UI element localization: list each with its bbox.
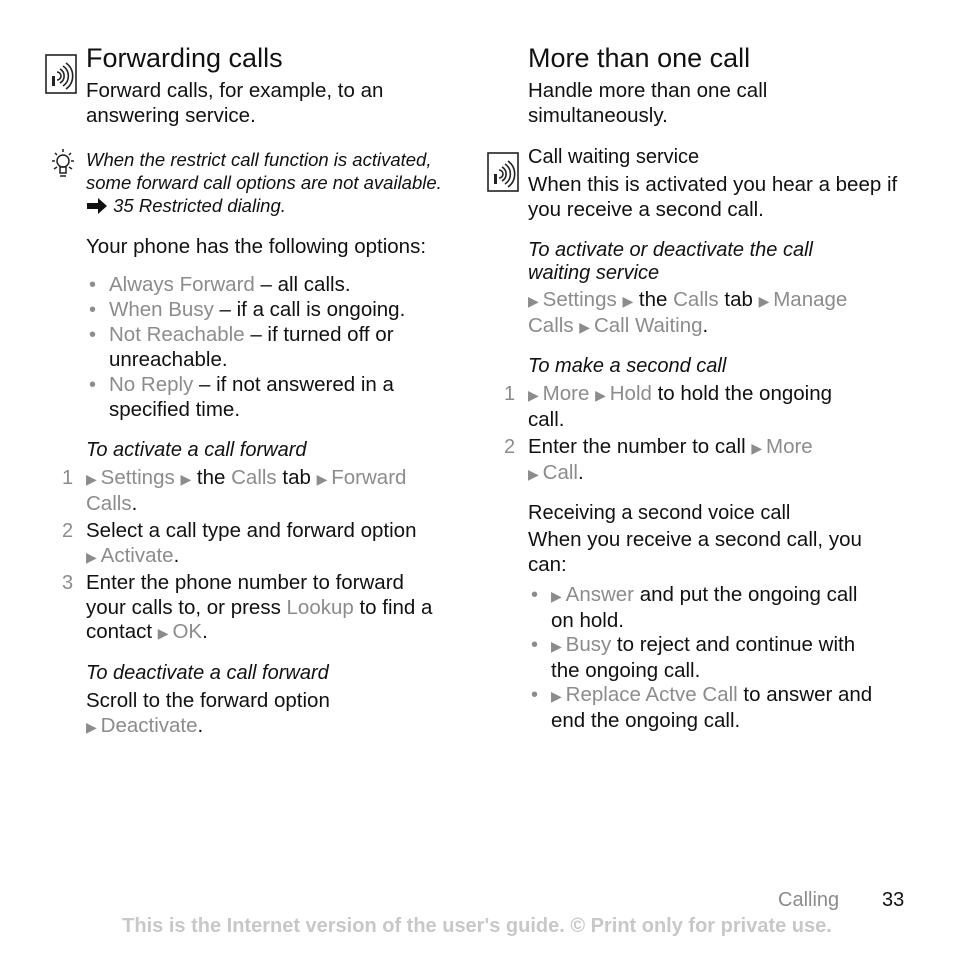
step-text: . <box>131 491 138 515</box>
step-text: . <box>197 713 204 737</box>
step-number: 2 <box>62 520 74 542</box>
menu-arrow-icon: ▶ <box>595 387 610 403</box>
bullet: • <box>531 684 539 706</box>
footer-notice: This is the Internet version of the user's guide. © Print only for private use. <box>122 915 832 937</box>
step-text: . <box>202 620 208 643</box>
second-call-heading: To make a second call <box>528 355 727 377</box>
deactivate-step <box>86 689 466 739</box>
activate-step-1 <box>86 466 466 516</box>
forwarding-intro: Forward calls, for example, to an answering service. <box>86 79 384 127</box>
receive-option-replace <box>551 683 921 733</box>
menu-manage-calls[interactable]: Calls <box>528 313 574 337</box>
step-text: . <box>173 543 180 567</box>
section-title-forwarding: Forwarding calls <box>86 43 283 73</box>
second-call-step-1 <box>528 382 918 432</box>
menu-arrow-icon: ▶ <box>528 387 543 403</box>
menu-forward[interactable]: Forward <box>331 466 407 489</box>
page-number: 33 <box>882 889 905 911</box>
activate-forward-heading: To activate a call forward <box>86 439 307 461</box>
replace-active-call-button[interactable]: Replace Actve Call <box>565 683 738 706</box>
option-desc: – if a call is ongoing. <box>213 298 406 321</box>
options-intro: Your phone has the following options: <box>86 235 427 258</box>
network-service-icon <box>487 152 519 192</box>
menu-arrow-icon: ▶ <box>316 471 332 487</box>
bullet: • <box>89 374 97 396</box>
menu-more[interactable]: More <box>542 382 590 405</box>
step-text: Enter the number to call <box>528 435 752 458</box>
option-desc: – if turned off or unreachable. <box>109 323 394 371</box>
menu-arrow-icon: ▶ <box>579 318 594 335</box>
step-text: on hold. <box>551 608 624 632</box>
menu-activate[interactable]: Activate <box>100 543 174 567</box>
step-number: 3 <box>62 572 74 594</box>
option-when-busy <box>109 298 459 323</box>
activate-step-2 <box>86 519 466 569</box>
menu-arrow-icon: ▶ <box>86 548 101 565</box>
menu-arrow-icon: ▶ <box>751 440 766 456</box>
menu-more[interactable]: More <box>766 435 813 458</box>
step-number: 1 <box>62 467 74 489</box>
step-text: end the ongoing call. <box>551 708 741 732</box>
menu-call-waiting[interactable]: Call Waiting <box>593 313 703 337</box>
option-not-reachable <box>109 323 439 372</box>
step-text: to hold the ongoing <box>651 382 833 405</box>
step-text: the ongoing call. <box>551 658 701 682</box>
more-call-intro: Handle more than one call simultaneously. <box>528 79 768 127</box>
option-name[interactable]: Not Reachable <box>109 323 245 346</box>
step-text: call. <box>528 407 565 431</box>
menu-forward-calls[interactable]: Calls <box>86 491 132 515</box>
step-number: 1 <box>504 383 516 405</box>
menu-manage[interactable]: Manage <box>773 288 848 311</box>
ok-button[interactable]: OK <box>172 620 203 643</box>
menu-arrow-icon: ▶ <box>528 465 543 482</box>
step-text: contact <box>86 620 158 643</box>
menu-arrow-icon: ▶ <box>551 588 566 604</box>
bullet: • <box>89 274 97 296</box>
receiving-second-call-text: When you receive a second call, you can: <box>528 528 862 576</box>
call-waiting-text: When this is activated you hear a beep if you receive a second call. <box>528 173 898 221</box>
tip-reference-link[interactable]: 35 Restricted dialing. <box>113 195 286 216</box>
step-text: to find a <box>353 595 433 619</box>
step-number: 2 <box>504 436 516 458</box>
menu-settings[interactable]: Settings <box>100 466 175 489</box>
tip-text: When the restrict call function is activated, some forward call options are not available. <box>86 149 442 193</box>
lightbulb-tip-icon <box>48 147 78 179</box>
bullet: • <box>89 299 97 321</box>
step-text: tab <box>276 466 317 489</box>
option-always-forward <box>109 273 459 298</box>
call-waiting-heading: Call waiting service <box>528 146 700 168</box>
option-desc: – if not answered in a specified time. <box>109 373 394 421</box>
step-text: your calls to, or press <box>86 595 287 619</box>
menu-arrow-icon: ▶ <box>758 293 774 309</box>
menu-arrow-icon: ▶ <box>551 638 566 654</box>
step-text: to answer and <box>737 683 873 706</box>
step-text: Select a call type and forward option <box>86 519 417 542</box>
option-name[interactable]: No Reply <box>109 373 194 396</box>
step-text: and put the ongoing call <box>634 583 858 606</box>
step-text: . <box>702 313 709 337</box>
activate-step-3 <box>86 571 471 646</box>
step-text: . <box>577 460 584 484</box>
footer-section-name: Calling <box>778 889 840 911</box>
menu-hold[interactable]: Hold <box>609 382 652 405</box>
step-text: Scroll to the forward option <box>86 689 330 712</box>
reference-arrow-icon <box>86 198 108 214</box>
bullet: • <box>89 324 97 346</box>
menu-arrow-icon: ▶ <box>622 293 634 309</box>
network-service-icon <box>45 54 77 94</box>
menu-calls-tab[interactable]: Calls <box>673 288 719 311</box>
receive-option-busy <box>551 633 921 683</box>
menu-settings[interactable]: Settings <box>542 288 617 311</box>
answer-button[interactable]: Answer <box>565 583 635 606</box>
lookup-button[interactable]: Lookup <box>286 595 354 619</box>
menu-deactivate[interactable]: Deactivate <box>100 713 198 737</box>
bullet: • <box>531 584 539 606</box>
step-text: tab <box>718 288 759 311</box>
menu-arrow-icon: ▶ <box>157 625 173 641</box>
option-name[interactable]: When Busy <box>109 298 214 321</box>
section-title-more-than-one-call: More than one call <box>528 43 751 73</box>
call-waiting-activate-heading: To activate or deactivate the call waiting service <box>528 239 813 284</box>
step-text: to reject and continue with <box>611 633 856 656</box>
busy-button[interactable]: Busy <box>565 633 612 656</box>
option-no-reply <box>109 373 439 422</box>
menu-arrow-icon: ▶ <box>551 688 566 704</box>
option-name[interactable]: Always Forward <box>109 273 255 296</box>
restricted-tip <box>86 148 461 217</box>
menu-calls-tab[interactable]: Calls <box>231 466 277 489</box>
menu-call[interactable]: Call <box>542 460 578 484</box>
step-text: the <box>191 466 232 489</box>
receiving-second-call-heading: Receiving a second voice call <box>528 502 791 524</box>
step-text: the <box>633 288 674 311</box>
deactivate-forward-heading: To deactivate a call forward <box>86 662 329 684</box>
menu-arrow-icon: ▶ <box>180 471 192 487</box>
second-call-step-2 <box>528 435 918 486</box>
receive-option-answer <box>551 583 921 633</box>
step-text: Enter the phone number to forward <box>86 571 404 594</box>
bullet: • <box>531 634 539 656</box>
menu-arrow-icon: ▶ <box>528 293 543 309</box>
call-waiting-path <box>528 288 918 339</box>
option-desc: – all calls. <box>254 273 351 296</box>
menu-arrow-icon: ▶ <box>86 718 101 735</box>
menu-arrow-icon: ▶ <box>86 471 101 487</box>
